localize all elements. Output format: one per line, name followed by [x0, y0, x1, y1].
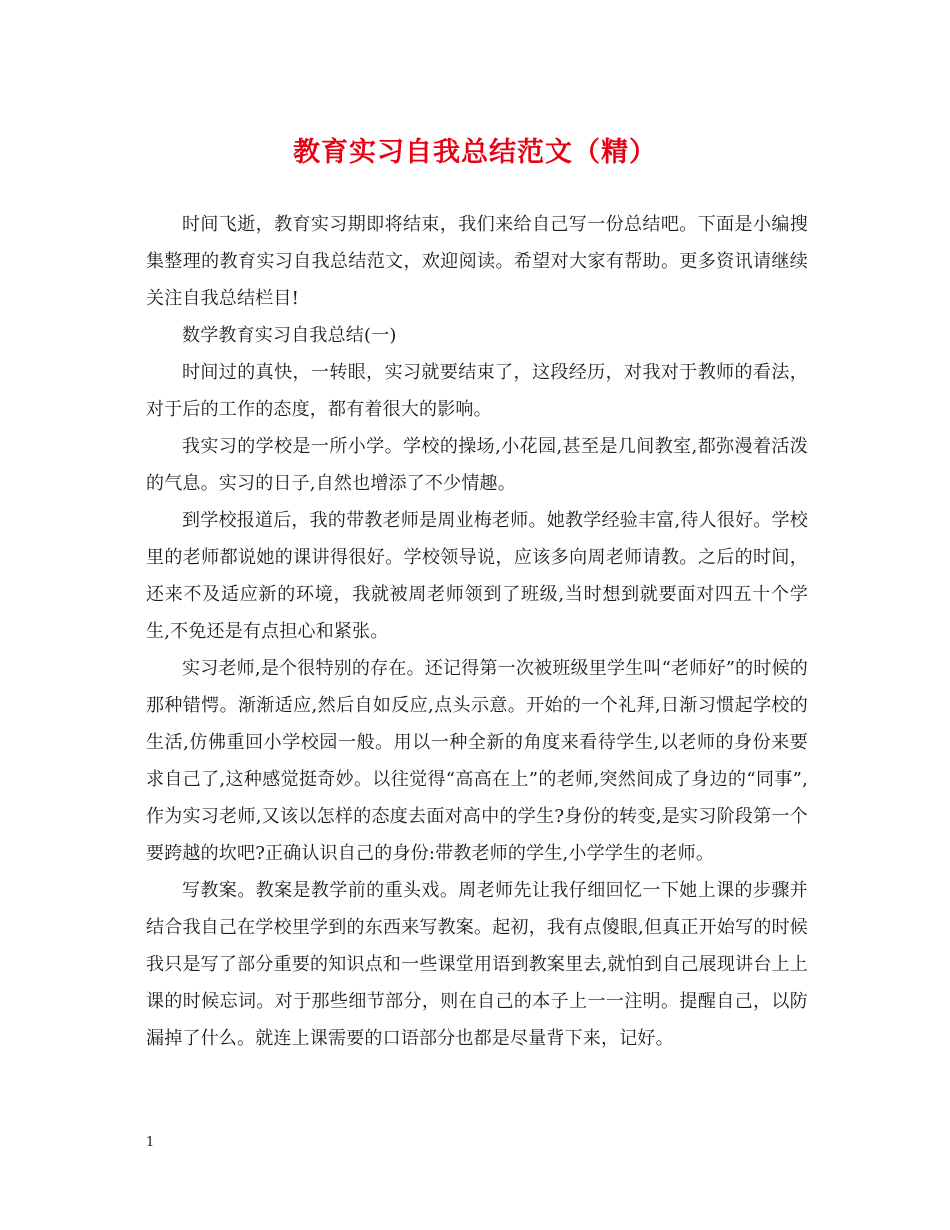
body-paragraph: 到学校报道后，我的带教老师是周业梅老师。她教学经验丰富,待人很好。学校里的老师都说她的课讲得很好。学校领导说，应该多向周老师请教。之后的时间，还来不及适应新的环境，我就被周老师领到了班级,当时想到就要面对四五十个学生,不免还是有点担心和紧张。	[146, 510, 808, 642]
document-body	[146, 206, 808, 1057]
body-paragraph: 我实习的学校是一所小学。学校的操场,小花园,甚至是几间教室,都弥漫着活泼的气息。实习的日子,自然也增添了不少情趣。	[146, 436, 808, 494]
page-number: 1	[146, 1135, 155, 1150]
document-title: 教育实习自我总结范文（精）	[293, 137, 657, 168]
intro-paragraph: 时间飞逝，教育实习期即将结束，我们来给自己写一份总结吧。下面是小编搜集整理的教育实习自我总结范文，欢迎阅读。希望对大家有帮助。更多资讯请继续关注自我总结栏目!	[146, 214, 808, 309]
body-paragraph: 写教案。教案是教学前的重头戏。周老师先让我仔细回忆一下她上课的步骤并结合我自己在学校里学到的东西来写教案。起初，我有点傻眼,但真正开始写的时候我只是写了部分重要的知识点和一些课堂用语到教案里去,就怕到自己展现讲台上上课的时候忘词。对于那些细节部分，则在自己的本子上一一注明。提醒自己，以防漏掉了什么。就连上课需要的口语部分也都是尽量背下来，记好。	[146, 880, 808, 1049]
body-paragraph: 实习老师,是个很特别的存在。还记得第一次被班级里学生叫“老师好”的时候的那种错愕。渐渐适应,然后自如反应,点头示意。开始的一个礼拜,日渐习惯起学校的生活,仿佛重回小学校园一般。用以一种全新的角度来看待学生,以老师的身份来要求自己了,这种感觉挺奇妙。以往觉得“高高在上”的老师,突然间成了身边的“同事”,作为实习老师,又该以怎样的态度去面对高中的学生?身份的转变,是实习阶段第一个要跨越的坎吧?正确认识自己的身份:带教老师的学生,小学学生的老师。	[146, 658, 808, 864]
body-paragraph: 时间过的真快，一转眼，实习就要结束了，这段经历，对我对于教师的看法，对于后的工作的态度，都有着很大的影响。	[146, 362, 808, 420]
section-heading: 数学教育实习自我总结(一)	[182, 325, 397, 346]
